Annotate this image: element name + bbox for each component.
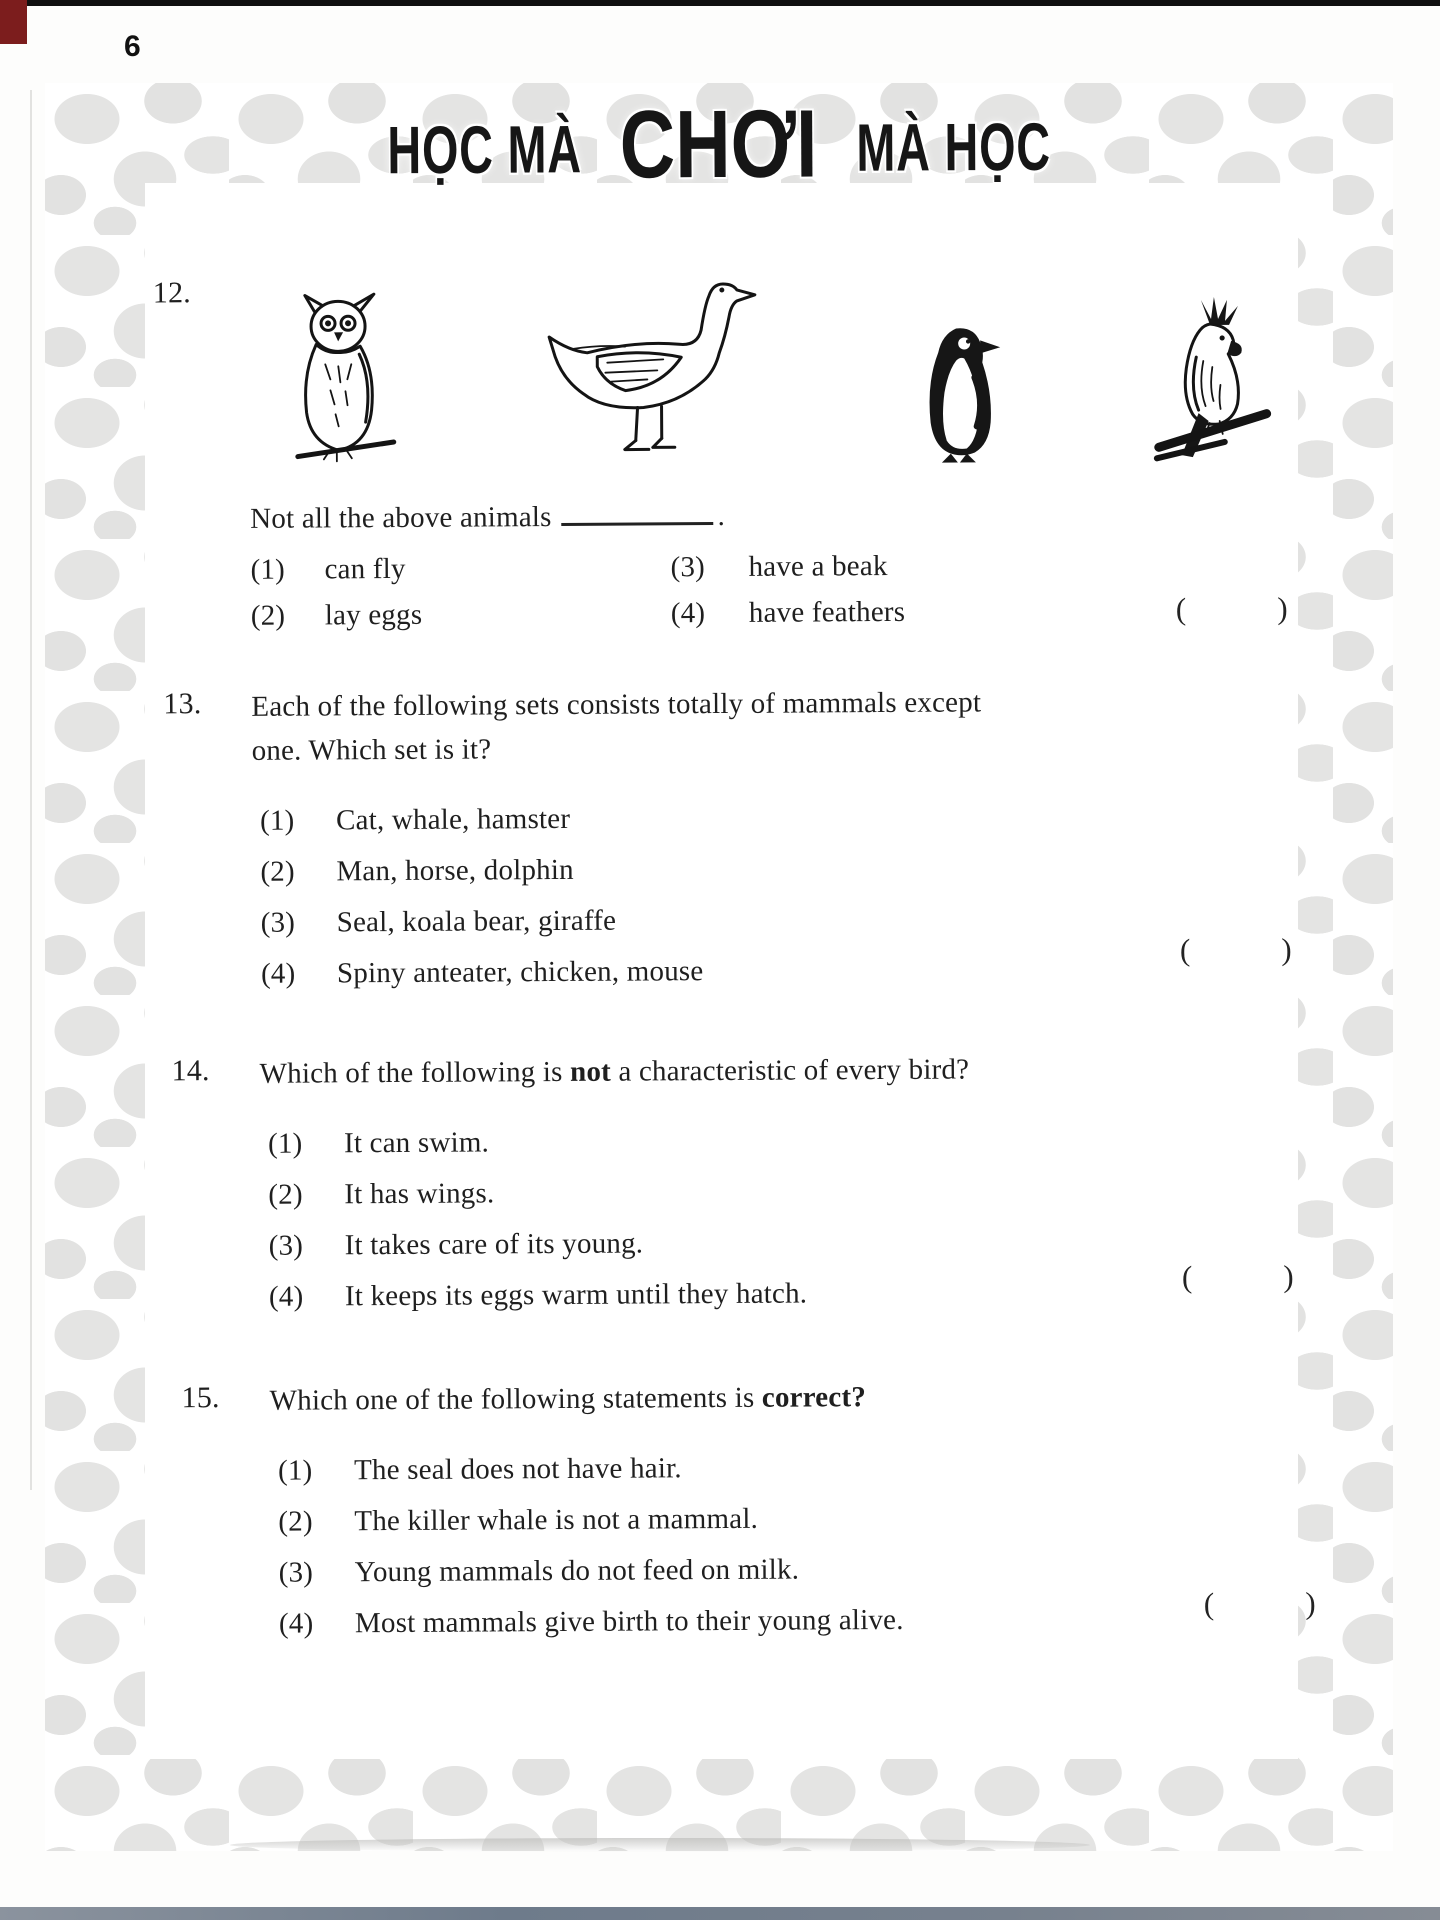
answer-bracket: ( ) (1203, 1585, 1316, 1622)
option-text: Seal, koala bear, giraffe (336, 904, 617, 939)
option-text: Cat, whale, hamster (335, 802, 571, 837)
option-text: The seal does not have hair. (353, 1452, 682, 1487)
option-label: (1) (277, 1454, 313, 1487)
option-text: The killer whale is not a mammal. (354, 1502, 759, 1538)
question-14-options (268, 1115, 1300, 1318)
question-13-stem: Each of the following sets consists totally of mammals except one. Which set is it? (251, 686, 982, 767)
title-part-2: CHƠI (619, 90, 819, 199)
question-15 (181, 1372, 1316, 1646)
corner-red-mark (0, 0, 27, 44)
question-15-stem: Which one of the following statements is correct? (269, 1381, 867, 1417)
question-12-options (250, 545, 1295, 634)
option-label: (3) (670, 551, 706, 584)
question-14-stem: Which of the following is not a characteristic of every bird? (259, 1053, 970, 1090)
option-text: It has wings. (344, 1177, 495, 1211)
option-label: (4) (670, 597, 706, 630)
question-12-stem: Not all the above animals . (250, 499, 726, 535)
option-text: Most mammals give birth to their young alive. (354, 1603, 904, 1640)
option-label: (3) (268, 1229, 304, 1262)
option-label: (4) (268, 1280, 304, 1313)
question-12 (153, 267, 1296, 635)
title-part-3: MÀ HỌC (855, 108, 1051, 185)
question-13 (163, 678, 1298, 996)
question-12-number: 12. (152, 276, 192, 310)
option-text: can fly (324, 552, 406, 586)
answer-bracket: ( ) (1179, 931, 1292, 968)
question-15-number: 15. (181, 1381, 220, 1415)
page-number: 6 (124, 30, 141, 63)
title-part-1: HỌC MÀ (387, 111, 583, 188)
question-13-options (260, 792, 1298, 995)
penguin-illustration (904, 322, 1021, 475)
answer-bracket: ( ) (1175, 590, 1288, 627)
scan-edge-artifact (30, 90, 32, 1490)
option-label: (1) (250, 553, 286, 586)
question-15-options (277, 1442, 1316, 1645)
owl-illustration (285, 290, 408, 479)
goose-illustration (539, 260, 772, 477)
question-13-number: 13. (163, 687, 202, 721)
worksheet-content (140, 179, 1316, 1762)
option-text: Man, horse, dolphin (336, 853, 574, 888)
option-text: It keeps its eggs warm until they hatch. (344, 1277, 808, 1313)
question-14 (171, 1045, 1300, 1319)
answer-blank-line (562, 516, 714, 526)
option-label: (2) (250, 599, 286, 632)
option-text: It can swim. (343, 1126, 490, 1160)
option-label: (4) (278, 1607, 314, 1640)
option-label: (2) (260, 855, 295, 888)
answer-bracket: ( ) (1181, 1258, 1294, 1295)
scan-shadow-artifact (230, 1838, 1090, 1852)
option-text: Young mammals do not feed on milk. (354, 1553, 800, 1589)
option-text: It takes care of its young. (344, 1227, 644, 1262)
option-text: have a beak (748, 549, 888, 583)
option-text: Spiny anteater, chicken, mouse (336, 955, 704, 990)
bird-illustrations (284, 223, 1275, 479)
option-label: (3) (260, 906, 296, 939)
pattern-border-frame (45, 83, 1393, 1851)
option-label: (2) (278, 1505, 313, 1538)
option-text: lay eggs (324, 598, 423, 632)
question-14-number: 14. (171, 1054, 210, 1088)
option-label: (1) (259, 804, 295, 837)
page-bottom-stripe (0, 1907, 1440, 1920)
page-top-rule (0, 0, 1440, 6)
option-label: (4) (260, 957, 296, 990)
option-label: (1) (267, 1127, 303, 1160)
option-label: (3) (278, 1556, 314, 1589)
option-text: have feathers (748, 595, 906, 629)
option-label: (2) (268, 1178, 303, 1211)
cockatoo-illustration (1152, 295, 1275, 474)
